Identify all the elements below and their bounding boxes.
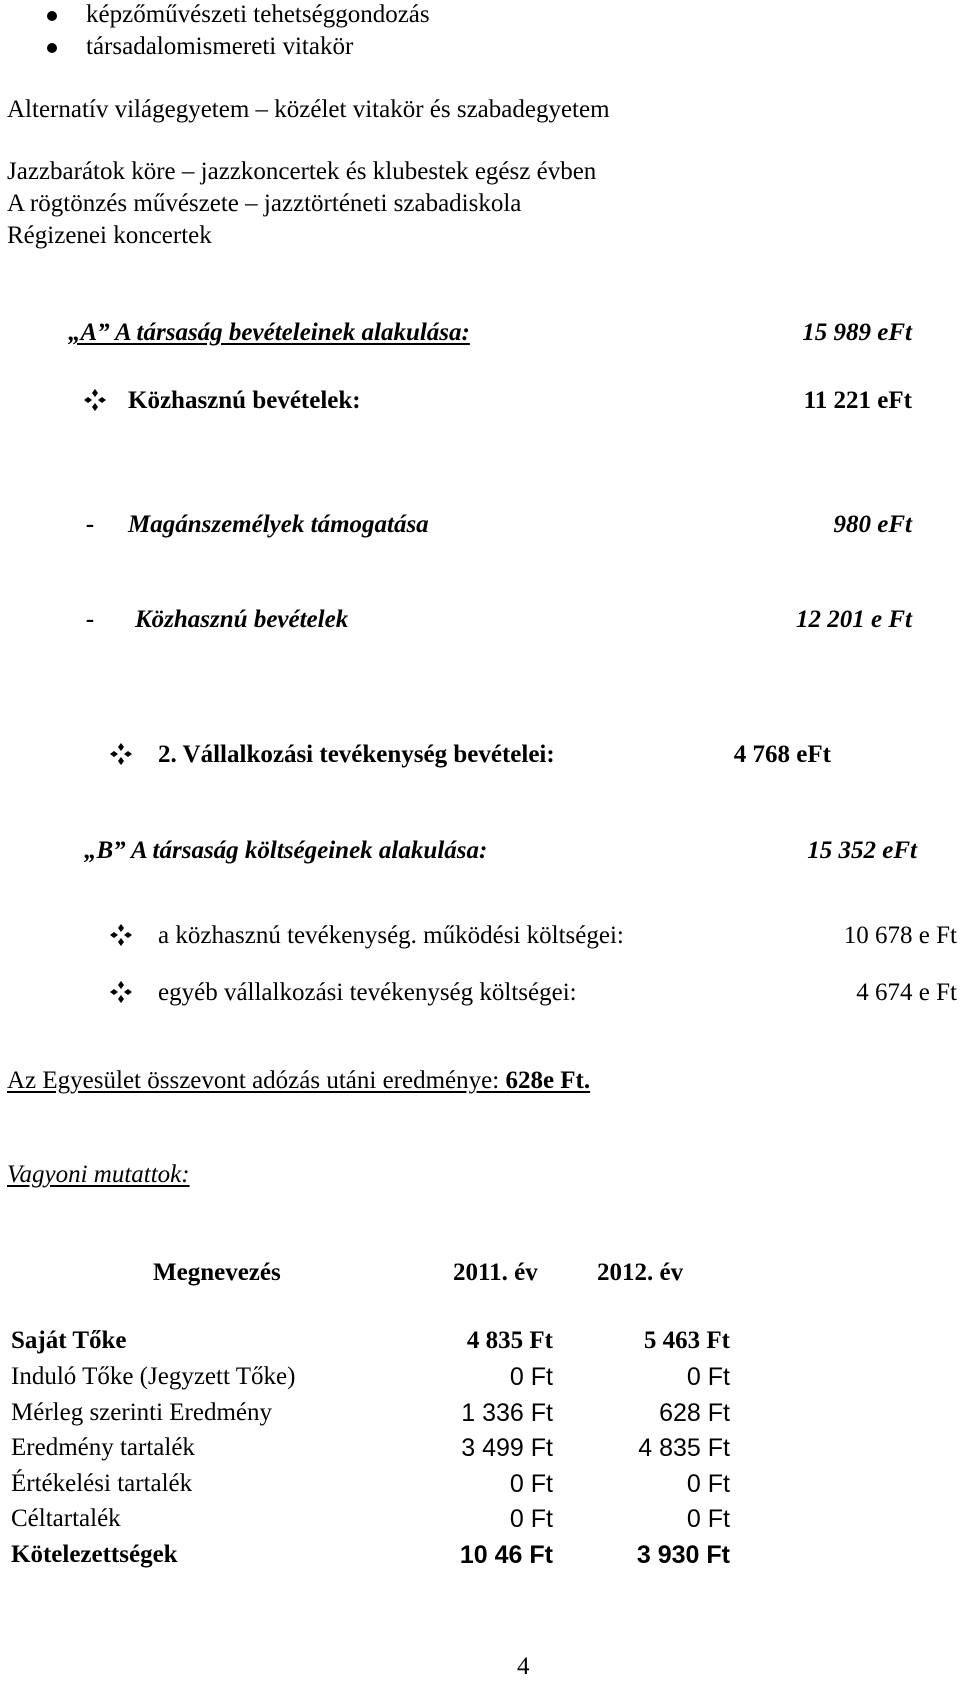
text-line: Régizenei koncertek (7, 222, 212, 249)
table-cell-2012: 5 463 Ft (643, 1327, 730, 1354)
page-number: 4 (517, 1653, 530, 1680)
b-item2-value: 4 674 e Ft (856, 979, 957, 1006)
table-cell-2011: 0 Ft (509, 1363, 553, 1391)
table-cell-2012: 4 835 Ft (638, 1434, 730, 1462)
bullet-icon (47, 43, 57, 53)
table-cell-2012: 0 Ft (686, 1505, 730, 1533)
kozh2-label: Közhasznú bevételek (135, 606, 349, 633)
table-cell-2011: 3 499 Ft (461, 1434, 553, 1462)
table-cell-2011: 0 Ft (509, 1505, 553, 1533)
kozhasznu-label: Közhasznú bevételek: (128, 387, 361, 414)
assets-title: Vagyoni mutattok: (7, 1161, 190, 1188)
table-cell-2012: 3 930 Ft (636, 1541, 730, 1569)
col-header-2012: 2012. év (597, 1259, 684, 1286)
table-row-name: Kötelezettségek (11, 1541, 178, 1568)
section-a-value: 15 989 eFt (802, 319, 912, 346)
table-row-name: Saját Tőke (11, 1327, 127, 1354)
magan-value: 980 eFt (833, 511, 912, 538)
b-item2-label: egyéb vállalkozási tevékenység költségei: (158, 979, 577, 1006)
kozh2-value: 12 201 e Ft (796, 606, 912, 633)
vallalk-value: 4 768 eFt (733, 741, 831, 768)
table-cell-2011: 1 336 Ft (461, 1399, 553, 1427)
bullet-icon (47, 11, 57, 21)
diamond-bullet-icon (110, 981, 132, 1003)
table-row-name: Induló Tőke (Jegyzett Tőke) (11, 1363, 296, 1390)
text-line: Jazzbarátok köre – jazzkoncertek és klubestek egész évben (7, 158, 597, 185)
table-cell-2012: 628 Ft (659, 1399, 730, 1427)
table-cell-2011: 10 46 Ft (459, 1541, 553, 1569)
kozh2-prefix: - (86, 606, 95, 633)
result-line (7, 1066, 590, 1096)
table-cell-2012: 0 Ft (686, 1363, 730, 1391)
table-cell-2011: 0 Ft (509, 1470, 553, 1498)
diamond-bullet-icon (110, 924, 132, 946)
diamond-bullet-icon (84, 389, 106, 411)
col-header-2011: 2011. év (453, 1259, 538, 1286)
text-line: A rögtönzés művészete – jazztörténeti szabadiskola (7, 190, 522, 217)
bullet-item: képzőművészeti tehetséggondozás (86, 1, 430, 28)
table-row-name: Céltartalék (11, 1505, 121, 1532)
text-line: Alternatív világegyetem – közélet vitakör és szabadegyetem (7, 96, 610, 123)
col-header-name: Megnevezés (153, 1259, 281, 1286)
b-item1-label: a közhasznú tevékenység. működési költségei: (158, 922, 624, 949)
magan-label: Magánszemélyek támogatása (128, 511, 429, 538)
table-cell-2012: 0 Ft (686, 1470, 730, 1498)
result-value: 628e Ft. (505, 1067, 591, 1094)
bullet-item: társadalomismereti vitakör (86, 33, 354, 60)
section-a-heading: „A” A társaság bevételeinek alakulása: (68, 319, 470, 346)
table-row-name: Értékelési tartalék (11, 1470, 193, 1497)
vallalk-label: 2. Vállalkozási tevékenység bevételei: (158, 741, 555, 768)
b-item1-value: 10 678 e Ft (843, 922, 957, 949)
kozhasznu-value: 11 221 eFt (803, 387, 912, 414)
result-text: Az Egyesület összevont adózás utáni eredménye: (7, 1067, 506, 1094)
magan-prefix: - (86, 511, 95, 538)
section-b-value: 15 352 eFt (807, 837, 917, 864)
diamond-bullet-icon (110, 743, 132, 765)
table-row-name: Eredmény tartalék (11, 1434, 195, 1461)
table-cell-2011: 4 835 Ft (466, 1327, 553, 1354)
section-b-heading: „B” A társaság költségeinek alakulása: (84, 837, 488, 864)
table-row-name: Mérleg szerinti Eredmény (11, 1399, 273, 1426)
